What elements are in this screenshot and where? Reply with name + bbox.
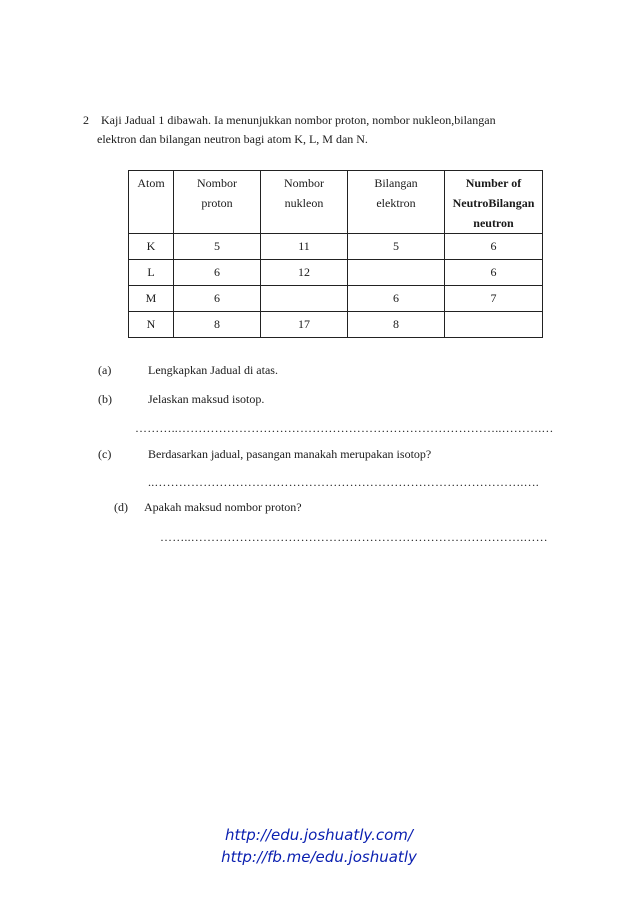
- table-cell: 8: [174, 312, 261, 338]
- header-text: Number of NeutroBilangan neutron: [452, 176, 535, 230]
- header-text: Nombor nukleon: [284, 176, 324, 210]
- table-cell-blank[interactable]: [348, 260, 445, 286]
- table-cell: 7: [445, 286, 543, 312]
- part-b-label: (b): [98, 392, 112, 406]
- header-atom: [129, 171, 174, 234]
- question-number: 2: [83, 113, 89, 127]
- question-text-line1: Kaji Jadual 1 dibawah. Ia menunjukkan nombor proton, nombor nukleon,bilangan: [101, 113, 496, 127]
- table-cell: 11: [261, 234, 348, 260]
- table-cell: 6: [174, 286, 261, 312]
- part-a-text: Lengkapkan Jadual di atas.: [148, 363, 278, 377]
- part-d-label: (d): [114, 500, 128, 514]
- header-text: Bilangan elektron: [374, 176, 418, 210]
- table-cell: 8: [348, 312, 445, 338]
- question-text-line2: elektron dan bilangan neutron bagi atom K, L, M dan N.: [97, 132, 368, 146]
- table-row: [129, 260, 543, 286]
- table-cell: M: [129, 286, 174, 312]
- table-cell: 12: [261, 260, 348, 286]
- table-row: [129, 234, 543, 260]
- table-cell: 6: [348, 286, 445, 312]
- part-c-label: (c): [98, 447, 112, 461]
- part-b-text: Jelaskan maksud isotop.: [148, 392, 265, 406]
- answer-line-c[interactable]: ..……………………………………………………………………………….….: [148, 475, 539, 489]
- data-table: [128, 170, 543, 338]
- header-proton-number: [174, 171, 261, 234]
- table-cell: 5: [174, 234, 261, 260]
- table-header-row: [129, 171, 543, 234]
- answer-line-d[interactable]: ……..……………………………………………………………………….……: [160, 530, 548, 544]
- header-electron-count: [348, 171, 445, 234]
- answer-line-b[interactable]: ………..……………………………………………………………………..……….…: [135, 421, 554, 435]
- footer-links: [0, 824, 638, 868]
- table-row: [129, 312, 543, 338]
- part-a-label: (a): [98, 363, 112, 377]
- table-cell: K: [129, 234, 174, 260]
- part-d-text: Apakah maksud nombor proton?: [144, 500, 302, 514]
- table-row: [129, 286, 543, 312]
- table-cell: 17: [261, 312, 348, 338]
- table-cell: 6: [445, 260, 543, 286]
- table-cell-blank[interactable]: [261, 286, 348, 312]
- footer-link-website[interactable]: http://edu.joshuatly.com/: [225, 826, 413, 844]
- table-cell: N: [129, 312, 174, 338]
- question-intro: [83, 111, 553, 149]
- table-cell-blank[interactable]: [445, 312, 543, 338]
- header-neutron-count: [445, 171, 543, 234]
- table-cell: L: [129, 260, 174, 286]
- header-text: Atom: [137, 176, 165, 190]
- table-cell: 6: [445, 234, 543, 260]
- table-cell: 5: [348, 234, 445, 260]
- header-text: Nombor proton: [197, 176, 237, 210]
- header-nucleon-number: [261, 171, 348, 234]
- footer-link-facebook[interactable]: http://fb.me/edu.joshuatly: [221, 848, 417, 866]
- part-c-text: Berdasarkan jadual, pasangan manakah merupakan isotop?: [148, 447, 432, 461]
- table-cell: 6: [174, 260, 261, 286]
